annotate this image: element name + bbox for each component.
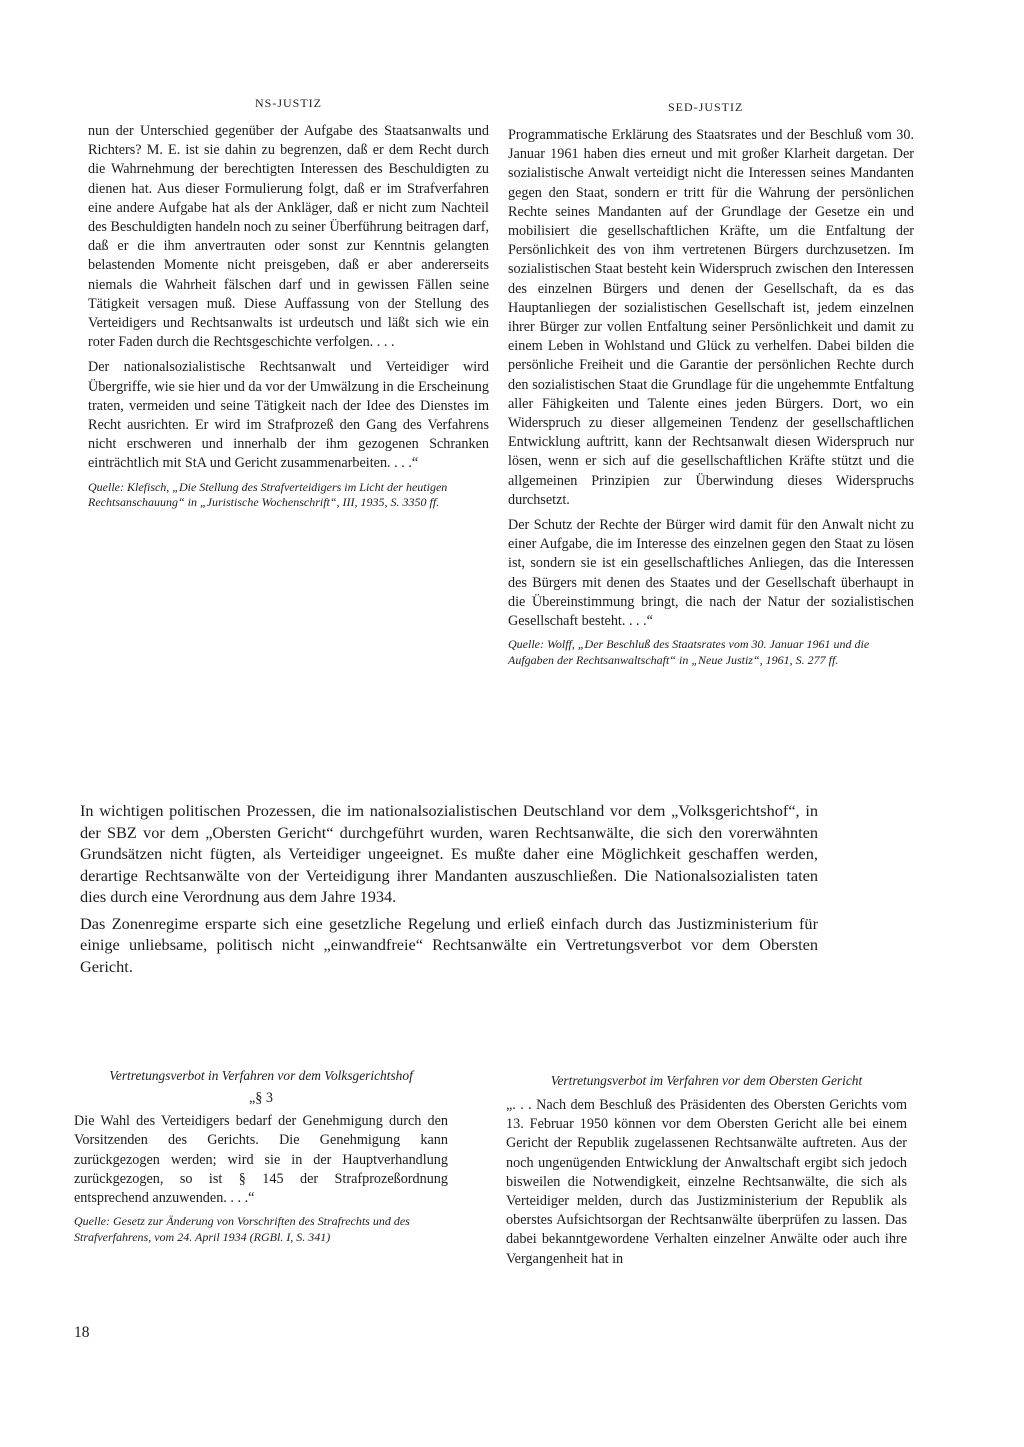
paragraph-mark: „§ 3	[248, 1090, 274, 1106]
bottom-right-text: „. . . Nach dem Beschluß des Präsidenten des Obersten Gerichts vom 13. Februar 1950 können vor dem Obersten Gericht alle bei einem Gericht der Republik zugelassenen Rechtsanwälte auftreten. Aus der noch ungenügenden Entwicklung der Anwaltschaft ergibt sich jedoch bisweilen die Notwendigkeit, einzelne Rechtsanwälte, die sich als Verteidiger melden, durch das Justizministerium der Republik als oberstes Aufsichtsorgan der Rechtsanwälte überprüfen zu lassen. Das dabei bekanntgewordene Verhalten einzelner Anwälte oder auch ihre Vergangenheit hat in	[506, 1097, 907, 1267]
middle-paragraph: Das Zonenregime ersparte sich eine gesetzliche Regelung und erließ einfach durch das Justizministerium für einige unliebsame, politisch nicht „einwandfreie“ Rechtsanwälte ein Vertretungsverbot vor dem Obersten Gericht.	[80, 913, 818, 976]
left-column-header: NS-JUSTIZ	[255, 96, 323, 110]
right-column	[508, 126, 914, 668]
bottom-left-source: Quelle: Gesetz zur Änderung von Vorschriften des Strafrechts und des Strafverfahrens, vom 24. April 1934 (RGBl. I, S. 341)	[74, 1214, 410, 1244]
middle-paragraph: In wichtigen politischen Prozessen, die im nationalsozialistischen Deutschland vor dem „Volksgerichtshof“, in der SBZ vor dem „Obersten Gericht“ durchgeführt wurden, waren Rechtsanwälte, die sich den vorerwähnten Grundsätzen nicht fügten, als Verteidiger ungeeignet. Es mußte daher eine Möglichkeit geschaffen werden, derartige Rechtsanwälte von der Verteidigung ihrer Mandanten auszuschließen. Die Nationalsozialisten taten dies durch eine Verordnung aus dem Jahre 1934.	[80, 801, 818, 906]
bottom-left-block	[74, 1066, 448, 1245]
left-paragraph: nun der Unterschied gegenüber der Aufgabe des Staatsanwalts und Richters? M. E. ist sie dahin zu begrenzen, daß er dem Recht durch die Wahrnehmung der berechtigten Interessen des Beschuldigten zu dienen hat. Aus dieser Formulierung folgt, daß er im Strafverfahren eine andere Aufgabe hat als der Ankläger, daß er nicht zum Nachteil des Beschuldigten handeln noch zu seiner Überführung beitragen darf, daß er die ihm anvertrauten oder sonst zur Kenntnis gelangten belastenden Momente nicht preisgeben, daß er aber andererseits niemals die Wahrheit fälschen darf und in gewissen Fällen seine Tätigkeit versagen muß. Diese Auffassung von der Stellung des Verteidigers und Rechtsanwalts ist urdeutsch und läßt sich wie ein roter Faden durch die Rechtsgeschichte verfolgen. . . .	[88, 123, 489, 351]
bottom-right-block	[506, 1071, 907, 1275]
right-column-header: SED-JUSTIZ	[668, 100, 744, 114]
left-column	[88, 122, 489, 511]
right-source: Quelle: Wolff, „Der Beschluß des Staatsrates vom 30. Januar 1961 und die Aufgaben der Rechtsanwaltschaft“ in „Neue Justiz“, 1961, S. 277 ff.	[508, 637, 870, 667]
left-source: Quelle: Klefisch, „Die Stellung des Strafverteidigers im Licht der heutigen Rechtsanschauung“ in „Juristische Wochenschrift“, III, 1935, S. 3350 ff.	[88, 479, 448, 510]
middle-text	[80, 800, 818, 982]
right-paragraph: Der Schutz der Rechte der Bürger wird damit für den Anwalt nicht zu einer Aufgabe, die im Interesse des einzelnen gegen den Staat zu lösen ist, sondern sie ist ein gesellschaftliches Anliegen, das die Interessen des Bürgers mit denen des Staates und der Gesellschaft überhaupt in die Übereinstimmung bringt, die nach der Natur der sozialistischen Gesellschaft besteht. . . .“	[508, 517, 914, 630]
right-paragraph: Programmatische Erklärung des Staatsrates und der Beschluß vom 30. Januar 1961 haben dies erneut und mit großer Klarheit dargetan. Der sozialistische Anwalt verteidigt nicht die Interessen seines Mandanten gegen den Staat, sondern er tritt für die Wahrung der persönlichen Rechte seines Mandanten auf der Grundlage der Gesetze ein und mobilisiert die gesellschaftlichen Kräfte, um die Entfaltung der Persönlichkeit des von ihm vertretenen Bürgers durchzusetzen. Im sozialistischen Staat besteht kein Widerspruch zwischen den Interessen des einzelnen Bürgers und denen der Gesellschaft, da es das Hauptanliegen der sozialistischen Gesellschaft ist, jedem einzelnen ihrer Bürger zur vollen Entfaltung seiner Persönlichkeit und damit zu einem Leben in Wohlstand und Glück zu verhelfen. Dabei bilden die persönliche Freiheit und die Garantie der persönlichen Rechte durch den sozialistischen Staat die Grundlage für die ungehemmte Entfaltung aller Fähigkeiten und Talente eines jeden Bürgers. Dort, wo ein Widerspruch zu dieser allgemeinen Tendenz der gesellschaftlichen Entwicklung auftritt, kann der Rechtsanwalt diesen Widerspruch nur lösen, wenn er sich auf die gesellschaftlichen Kräfte stützt und die allgemeinen Prinzipien zur Überwindung dieses Widerspruchs durchsetzt.	[508, 127, 914, 508]
page-number: 18	[74, 1324, 90, 1341]
bottom-left-caption: Vertretungsverbot in Verfahren vor dem Volksgerichtshof	[109, 1068, 413, 1083]
bottom-left-text: Die Wahl des Verteidigers bedarf der Genehmigung durch den Vorsitzenden des Gerichts. Die Genehmigung kann zurückgezogen werden; wird sie in der Hauptverhandlung zurückgezogen, so ist § 145 der Strafprozeßordnung entsprechend anzuwenden. . . .“	[74, 1113, 448, 1207]
bottom-right-caption: Vertretungsverbot im Verfahren vor dem Obersten Gericht	[550, 1073, 863, 1088]
left-paragraph: Der nationalsozialistische Rechtsanwalt und Verteidiger wird Übergriffe, wie sie hier und da vor der Umwälzung in die Erscheinung traten, vermeiden und seine Tätigkeit nach der Idee des Dienstes im Recht ausrichten. Er wird im Strafprozeß den Gang des Verfahrens nicht erschweren und innerhalb der ihm gezogenen Schranken einträchtlich mit StA und Gericht zusammenarbeiten. . . .“	[88, 359, 489, 472]
